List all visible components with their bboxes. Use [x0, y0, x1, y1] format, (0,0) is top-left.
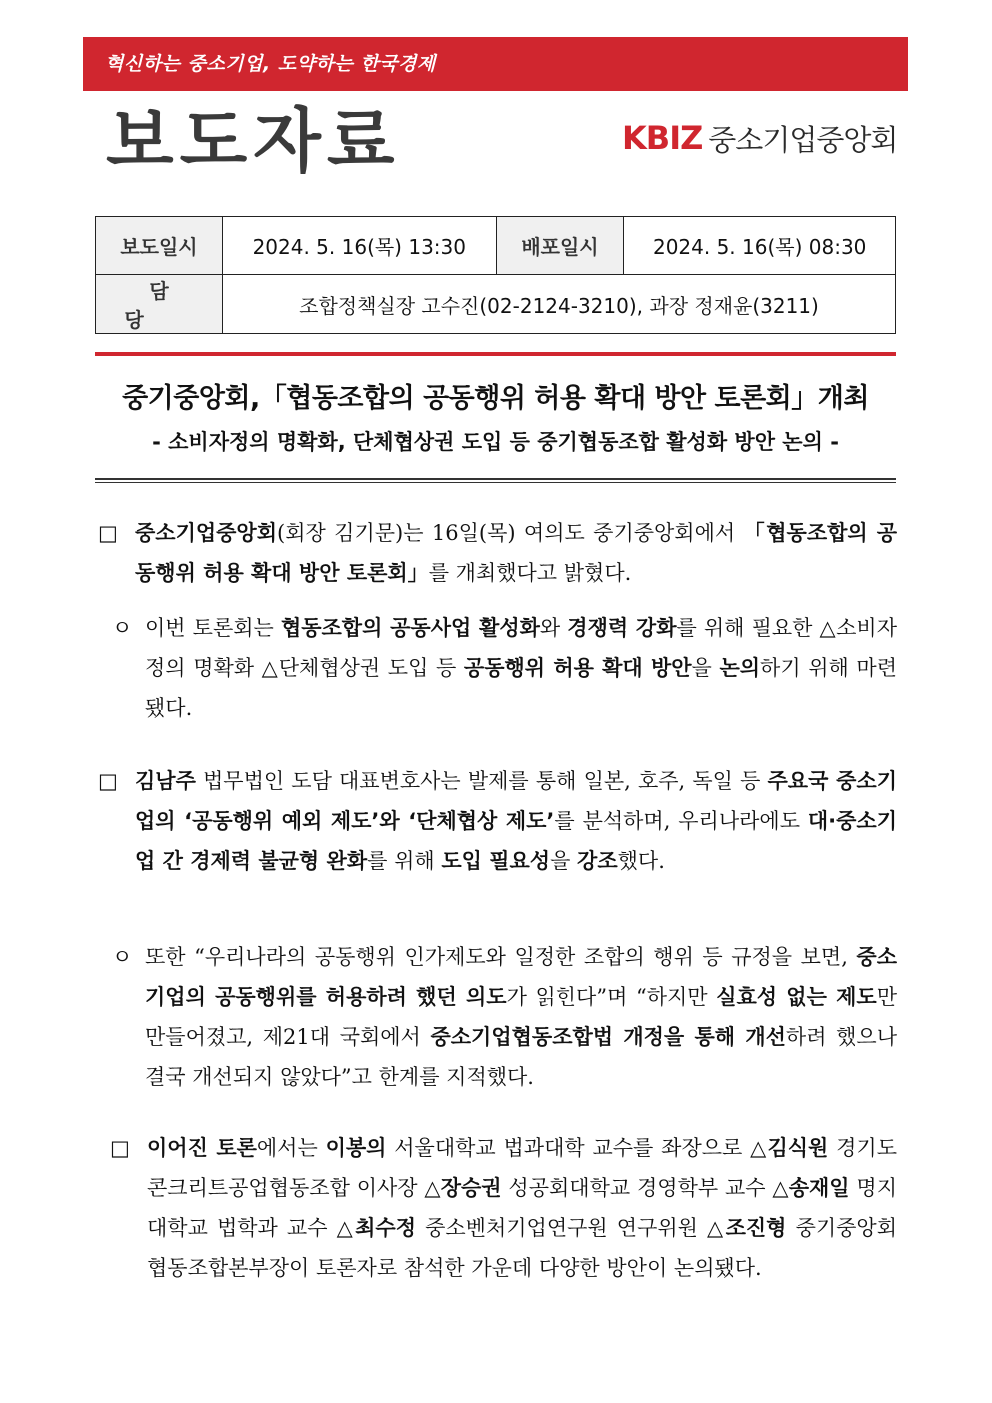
- paragraph-5: 이어진 토론에서는 이봉의 서울대학교 법과대학 교수를 좌장으로 △김식원 경기도콘크리트공업협동조합 이사장 △장승권 성공회대학교 경영학부 교수 △송재일 명지대학교 법학과 교수 △최수정 중소벤처기업연구원 연구위원 △조진형 중기중앙회 협동조합본부장이 토론자로 참석한 가운데 다양한 방안이 논의됐다.: [147, 1136, 898, 1280]
- distribute-date-label: 배포일시: [496, 217, 624, 275]
- release-date-value: 2024. 5. 16(목) 13:30: [222, 217, 496, 275]
- square-bullet: □: [110, 1136, 130, 1160]
- red-divider: [95, 352, 896, 356]
- double-divider-top: [95, 478, 896, 480]
- release-info-table: [95, 216, 896, 334]
- slogan-banner: 혁신하는 중소기업, 도약하는 한국경제: [83, 37, 908, 91]
- contact-label: 담당: [124, 279, 219, 332]
- subheadline: - 소비자정의 명확화, 단체협상권 도입 등 중기협동조합 활성화 방안 논의 -: [152, 430, 839, 454]
- paragraph-3: 김남주 법무법인 도담 대표변호사는 발제를 통해 일본, 호주, 독일 등 주요국 중소기업의 ‘공동행위 예외 제도’와 ‘단체협상 제도’를 분석하며, 우리나라에도 대·중소기업 간 경제력 불균형 완화를 위해 도입 필요성을 강조했다.: [135, 769, 897, 873]
- headline: 중기중앙회,「협동조합의 공동행위 허용 확대 방안 토론회」개최: [122, 383, 869, 414]
- release-date-label: 보도일시: [96, 217, 223, 275]
- logo-kbiz-text: KBIZ: [622, 119, 703, 157]
- page-title: 보도자료: [106, 100, 401, 182]
- kbiz-logo: [622, 118, 897, 158]
- contact-value: 조합정책실장 고수진(02-2124-3210), 과장 정재윤(3211): [222, 275, 895, 334]
- paragraph-1: 중소기업중앙회(회장 김기문)는 16일(목) 여의도 중기중앙회에서 「협동조합의 공동행위 허용 확대 방안 토론회」를 개최했다고 밝혔다.: [135, 521, 897, 585]
- square-bullet: □: [98, 521, 118, 545]
- circle-bullet: ㅇ: [112, 945, 133, 969]
- paragraph-2: 이번 토론회는 협동조합의 공동사업 활성화와 경쟁력 강화를 위해 필요한 △소비자정의 명확화 △단체협상권 도입 등 공동행위 허용 확대 방안을 논의하기 위해 마련됐다.: [145, 616, 897, 720]
- logo-org-name: 중소기업중앙회: [708, 122, 898, 157]
- circle-bullet: ㅇ: [112, 616, 133, 640]
- distribute-date-value: 2024. 5. 16(목) 08:30: [624, 217, 896, 275]
- double-divider-bottom: [95, 482, 896, 483]
- square-bullet: □: [98, 769, 118, 793]
- paragraph-4: 또한 “우리나라의 공동행위 인가제도와 일정한 조합의 행위 등 규정을 보면, 중소기업의 공동행위를 허용하려 했던 의도가 읽힌다”며 “하지만 실효성 없는 제도만 만들어졌고, 제21대 국회에서 중소기업협동조합법 개정을 통해 개선하려 했으나 결국 개선되지 않았다”고 한계를 지적했다.: [145, 945, 897, 1089]
